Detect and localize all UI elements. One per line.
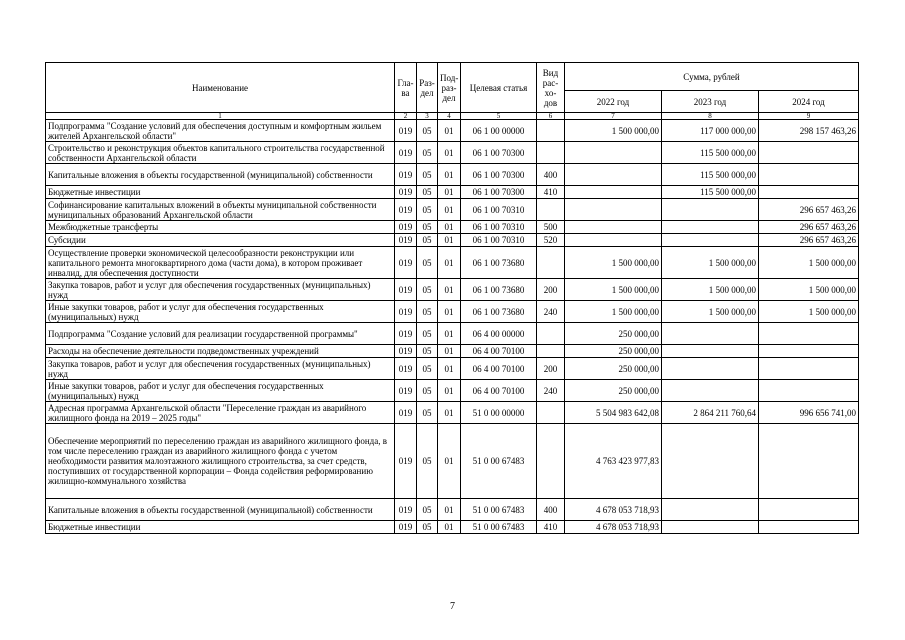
header-glava: Гла-ва (395, 63, 417, 113)
cell-celevaya-statya: 06 1 00 70300 (461, 142, 537, 164)
cell-sum-2023: 1 500 000,00 (662, 279, 759, 301)
table-row (46, 120, 859, 142)
cell-sum-2024 (759, 521, 859, 534)
cell-celevaya-statya: 06 1 00 70300 (461, 186, 537, 199)
cell-celevaya-statya: 06 1 00 70310 (461, 234, 537, 247)
cell-podrazdel: 01 (438, 234, 461, 247)
table-row (46, 186, 859, 199)
cell-sum-2022: 250 000,00 (565, 323, 662, 345)
cell-podrazdel: 01 (438, 221, 461, 234)
cell-celevaya-statya: 51 0 00 67483 (461, 424, 537, 499)
cell-glava: 019 (395, 345, 417, 358)
cell-sum-2022: 4 678 053 718,93 (565, 499, 662, 521)
cell-razdel: 05 (417, 199, 438, 221)
cell-vid-rashodov (537, 199, 565, 221)
row-name: Обеспечение мероприятий по переселению граждан из аварийного жилищного фонда, в том числе переселению граждан из аварийного жилищного фонда с учетом необходимости развития малоэтажного жилищного строительства, за счет средств, поступивших от государственной корпорации – Фонда содействия реформированию жилищно-коммунального хозяйства (46, 424, 395, 499)
cell-razdel: 05 (417, 521, 438, 534)
cell-podrazdel: 01 (438, 358, 461, 380)
cell-vid-rashodov (537, 120, 565, 142)
cell-vid-rashodov: 240 (537, 301, 565, 323)
cell-sum-2024 (759, 424, 859, 499)
cell-podrazdel: 01 (438, 424, 461, 499)
col-number: 2 (395, 113, 417, 120)
cell-sum-2024: 296 657 463,26 (759, 221, 859, 234)
col-number: 4 (438, 113, 461, 120)
budget-table (45, 62, 859, 534)
col-number: 1 (46, 113, 395, 120)
cell-vid-rashodov: 240 (537, 380, 565, 402)
cell-podrazdel: 01 (438, 120, 461, 142)
cell-razdel: 05 (417, 323, 438, 345)
row-name: Строительство и реконструкция объектов капитального строительства государственной собственности Архангельской области (46, 142, 395, 164)
table-row (46, 199, 859, 221)
table-row (46, 142, 859, 164)
row-name: Иные закупки товаров, работ и услуг для обеспечения государственных (муниципальных) нужд (46, 301, 395, 323)
cell-sum-2023: 1 500 000,00 (662, 301, 759, 323)
cell-vid-rashodov: 500 (537, 221, 565, 234)
cell-sum-2023: 115 500 000,00 (662, 142, 759, 164)
cell-celevaya-statya: 51 0 00 00000 (461, 402, 537, 424)
cell-razdel: 05 (417, 142, 438, 164)
cell-podrazdel: 01 (438, 247, 461, 279)
cell-sum-2024: 1 500 000,00 (759, 247, 859, 279)
cell-podrazdel: 01 (438, 499, 461, 521)
cell-vid-rashodov: 410 (537, 186, 565, 199)
row-name: Осуществление проверки экономической целесообразности реконструкции или капитального ремонта многоквартирного дома (части дома), в котором проживает инвалид, для обеспечения доступности (46, 247, 395, 279)
cell-razdel: 05 (417, 345, 438, 358)
cell-celevaya-statya: 06 1 00 73680 (461, 247, 537, 279)
cell-razdel: 05 (417, 499, 438, 521)
cell-celevaya-statya: 06 4 00 00000 (461, 323, 537, 345)
cell-podrazdel: 01 (438, 186, 461, 199)
cell-sum-2022: 5 504 983 642,08 (565, 402, 662, 424)
header-name: Наименование (46, 63, 395, 113)
row-name: Закупка товаров, работ и услуг для обеспечения государственных (муниципальных) нужд (46, 358, 395, 380)
cell-sum-2023 (662, 424, 759, 499)
cell-sum-2023 (662, 358, 759, 380)
cell-sum-2022 (565, 164, 662, 186)
row-name: Бюджетные инвестиции (46, 186, 395, 199)
table-row (46, 499, 859, 521)
cell-razdel: 05 (417, 221, 438, 234)
cell-razdel: 05 (417, 424, 438, 499)
row-name: Подпрограмма "Создание условий для реализации государственной программы" (46, 323, 395, 345)
cell-razdel: 05 (417, 358, 438, 380)
cell-celevaya-statya: 51 0 00 67483 (461, 499, 537, 521)
col-number: 7 (565, 113, 662, 120)
cell-sum-2023: 2 864 211 760,64 (662, 402, 759, 424)
cell-sum-2022: 4 678 053 718,93 (565, 521, 662, 534)
cell-sum-2024 (759, 380, 859, 402)
cell-glava: 019 (395, 120, 417, 142)
cell-podrazdel: 01 (438, 142, 461, 164)
cell-sum-2024: 296 657 463,26 (759, 234, 859, 247)
cell-vid-rashodov: 520 (537, 234, 565, 247)
cell-vid-rashodov: 200 (537, 358, 565, 380)
cell-celevaya-statya: 06 1 00 73680 (461, 279, 537, 301)
cell-sum-2022: 250 000,00 (565, 358, 662, 380)
page-number: 7 (450, 601, 455, 612)
cell-sum-2023: 1 500 000,00 (662, 247, 759, 279)
cell-glava: 019 (395, 186, 417, 199)
table-row (46, 234, 859, 247)
cell-celevaya-statya: 06 1 00 70310 (461, 221, 537, 234)
cell-sum-2023 (662, 499, 759, 521)
cell-glava: 019 (395, 142, 417, 164)
table-row (46, 221, 859, 234)
cell-glava: 019 (395, 247, 417, 279)
cell-sum-2023 (662, 221, 759, 234)
cell-sum-2022: 1 500 000,00 (565, 247, 662, 279)
cell-sum-2022 (565, 142, 662, 164)
row-name: Межбюджетные трансферты (46, 221, 395, 234)
cell-vid-rashodov: 200 (537, 279, 565, 301)
cell-podrazdel: 01 (438, 402, 461, 424)
row-name: Капитальные вложения в объекты государственной (муниципальной) собственности (46, 164, 395, 186)
table-row (46, 323, 859, 345)
cell-celevaya-statya: 06 1 00 70300 (461, 164, 537, 186)
cell-sum-2022 (565, 221, 662, 234)
col-number: 5 (461, 113, 537, 120)
row-name: Субсидии (46, 234, 395, 247)
cell-glava: 019 (395, 402, 417, 424)
cell-razdel: 05 (417, 279, 438, 301)
header-razdel: Раз-дел (417, 63, 438, 113)
cell-glava: 019 (395, 323, 417, 345)
cell-sum-2023: 115 500 000,00 (662, 186, 759, 199)
cell-vid-rashodov (537, 247, 565, 279)
cell-sum-2022: 4 763 423 977,83 (565, 424, 662, 499)
cell-glava: 019 (395, 164, 417, 186)
cell-sum-2022: 250 000,00 (565, 345, 662, 358)
cell-sum-2024: 1 500 000,00 (759, 279, 859, 301)
header-celevaya-statya: Целевая статья (461, 63, 537, 113)
cell-sum-2022: 1 500 000,00 (565, 301, 662, 323)
cell-sum-2024 (759, 186, 859, 199)
cell-sum-2023 (662, 345, 759, 358)
cell-glava: 019 (395, 279, 417, 301)
row-name: Закупка товаров, работ и услуг для обеспечения государственных (муниципальных) нужд (46, 279, 395, 301)
col-number: 3 (417, 113, 438, 120)
cell-sum-2024: 298 157 463,26 (759, 120, 859, 142)
cell-celevaya-statya: 06 1 00 73680 (461, 301, 537, 323)
cell-sum-2022 (565, 186, 662, 199)
cell-sum-2024 (759, 345, 859, 358)
cell-celevaya-statya: 06 1 00 70310 (461, 199, 537, 221)
col-number: 8 (662, 113, 759, 120)
cell-sum-2024 (759, 358, 859, 380)
header-year-2024: 2024 год (759, 91, 859, 113)
row-name: Подпрограмма "Создание условий для обеспечения доступным и комфортным жильем жителей Архангельской области" (46, 120, 395, 142)
cell-vid-rashodov (537, 402, 565, 424)
cell-sum-2022 (565, 199, 662, 221)
row-name: Бюджетные инвестиции (46, 521, 395, 534)
cell-razdel: 05 (417, 380, 438, 402)
cell-razdel: 05 (417, 120, 438, 142)
header-year-2022: 2022 год (565, 91, 662, 113)
cell-glava: 019 (395, 499, 417, 521)
row-name: Капитальные вложения в объекты государственной (муниципальной) собственности (46, 499, 395, 521)
header-year-2023: 2023 год (662, 91, 759, 113)
table-row (46, 402, 859, 424)
cell-sum-2024: 996 656 741,00 (759, 402, 859, 424)
row-name: Адресная программа Архангельской области "Переселение граждан из аварийного жилищного фонда на 2019 – 2025 годы" (46, 402, 395, 424)
table-row (46, 301, 859, 323)
cell-sum-2024 (759, 142, 859, 164)
cell-sum-2024: 296 657 463,26 (759, 199, 859, 221)
cell-glava: 019 (395, 358, 417, 380)
row-name: Расходы на обеспечение деятельности подведомственных учреждений (46, 345, 395, 358)
cell-celevaya-statya: 06 4 00 70100 (461, 345, 537, 358)
header-vid-rashodov: Вид рас-хо-дов (537, 63, 565, 113)
table-row (46, 424, 859, 499)
cell-podrazdel: 01 (438, 199, 461, 221)
cell-vid-rashodov: 410 (537, 521, 565, 534)
cell-sum-2023: 117 000 000,00 (662, 120, 759, 142)
cell-sum-2024: 1 500 000,00 (759, 301, 859, 323)
cell-glava: 019 (395, 424, 417, 499)
header-summa: Сумма, рублей (565, 63, 859, 91)
cell-sum-2022: 250 000,00 (565, 380, 662, 402)
cell-vid-rashodov: 400 (537, 164, 565, 186)
cell-sum-2023 (662, 380, 759, 402)
row-name: Софинансирование капитальных вложений в объекты муниципальной собственности муниципальных образований Архангельской области (46, 199, 395, 221)
cell-vid-rashodov (537, 345, 565, 358)
table-row (46, 164, 859, 186)
table-row (46, 358, 859, 380)
cell-sum-2024 (759, 499, 859, 521)
cell-sum-2023: 115 500 000,00 (662, 164, 759, 186)
table-row (46, 380, 859, 402)
cell-vid-rashodov (537, 142, 565, 164)
cell-vid-rashodov: 400 (537, 499, 565, 521)
cell-razdel: 05 (417, 301, 438, 323)
cell-glava: 019 (395, 221, 417, 234)
cell-razdel: 05 (417, 402, 438, 424)
cell-glava: 019 (395, 199, 417, 221)
cell-podrazdel: 01 (438, 380, 461, 402)
cell-podrazdel: 01 (438, 345, 461, 358)
cell-sum-2023 (662, 199, 759, 221)
cell-sum-2024 (759, 323, 859, 345)
col-number: 9 (759, 113, 859, 120)
cell-glava: 019 (395, 301, 417, 323)
cell-razdel: 05 (417, 164, 438, 186)
cell-vid-rashodov (537, 424, 565, 499)
cell-sum-2023 (662, 234, 759, 247)
header-podrazdel: Под-раз-дел (438, 63, 461, 113)
cell-sum-2023 (662, 521, 759, 534)
cell-glava: 019 (395, 234, 417, 247)
cell-podrazdel: 01 (438, 323, 461, 345)
cell-celevaya-statya: 51 0 00 67483 (461, 521, 537, 534)
cell-podrazdel: 01 (438, 279, 461, 301)
cell-podrazdel: 01 (438, 301, 461, 323)
cell-sum-2024 (759, 164, 859, 186)
table-row (46, 521, 859, 534)
cell-sum-2023 (662, 323, 759, 345)
cell-vid-rashodov (537, 323, 565, 345)
cell-glava: 019 (395, 380, 417, 402)
col-number: 6 (537, 113, 565, 120)
table-row (46, 345, 859, 358)
cell-glava: 019 (395, 521, 417, 534)
cell-celevaya-statya: 06 1 00 00000 (461, 120, 537, 142)
row-name: Иные закупки товаров, работ и услуг для обеспечения государственных (муниципальных) нужд (46, 380, 395, 402)
table-row (46, 279, 859, 301)
cell-podrazdel: 01 (438, 521, 461, 534)
cell-sum-2022: 1 500 000,00 (565, 279, 662, 301)
cell-sum-2022 (565, 234, 662, 247)
table-row (46, 247, 859, 279)
cell-celevaya-statya: 06 4 00 70100 (461, 380, 537, 402)
cell-razdel: 05 (417, 234, 438, 247)
cell-razdel: 05 (417, 247, 438, 279)
cell-sum-2022: 1 500 000,00 (565, 120, 662, 142)
cell-podrazdel: 01 (438, 164, 461, 186)
cell-razdel: 05 (417, 186, 438, 199)
cell-celevaya-statya: 06 4 00 70100 (461, 358, 537, 380)
